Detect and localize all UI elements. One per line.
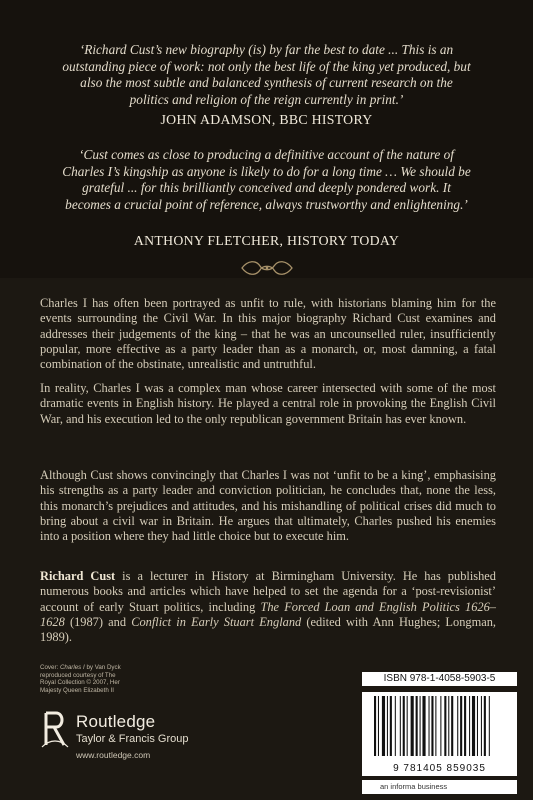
review-attribution-1: JOHN ADAMSON, BBC HISTORY bbox=[160, 112, 373, 127]
isbn-label: ISBN 978-1-4058-5903-5 bbox=[362, 672, 517, 686]
barcode-bar bbox=[429, 696, 430, 756]
barcode-bar bbox=[484, 696, 486, 756]
barcode-digits: 9 781405 859035 bbox=[393, 763, 486, 774]
description-paragraph-2: In reality, Charles I was a complex man whose career intersected with some of the most dramatic events in English history. He played a central role in provoking the English Civil War, and his execution led to the only republican government Britain has ever known. bbox=[40, 381, 496, 426]
barcode-bar bbox=[416, 696, 418, 756]
barcode-bar bbox=[440, 696, 441, 756]
barcode-bar bbox=[407, 696, 408, 756]
barcode-bar bbox=[382, 696, 385, 756]
barcode-bar bbox=[374, 696, 376, 756]
barcode-bar bbox=[431, 696, 433, 756]
author-name: Richard Cust bbox=[40, 569, 116, 583]
barcode-bar bbox=[435, 696, 436, 756]
routledge-logo-icon bbox=[40, 709, 70, 749]
barcode-bar bbox=[448, 696, 449, 756]
description-paragraph-1: Charles I has often been portrayed as unfit to rule, with historians blaming him for the events surrounding the Civil War. In this major biography Richard Cust examines and addresses their judgements of the king – that he was an uncounselled ruler, insufficiently popular, more effective as a party leader than as a monarch, or, most damning, a fatal combination of the obstinate, unrealistic and untruthful. bbox=[40, 296, 496, 372]
barcode-bar bbox=[489, 696, 490, 756]
book-title-1: The Forced Loan and English Politics 1626–1628 bbox=[40, 599, 496, 629]
publisher-url[interactable]: www.routledge.com bbox=[76, 750, 151, 760]
description-paragraph-3: Although Cust shows convincingly that Charles I was not ‘unfit to be a king’, emphasising his strengths as a party leader and conviction politician, he concludes that, none the less, this monarch’s prejudices and attitudes, and his mishandling of political crises did much to bring about a civil war in Britain. He argues that ultimately, Charles pushed his enemies into a position where they had little choice but to execute him. bbox=[40, 468, 496, 544]
cover-credit: Cover: Charles I by Van Dyck reproduced courtesy of The Royal Collection © 2007, Her Majesty Queen Elizabeth II bbox=[40, 664, 121, 694]
book-title-2: Conflict in Early Stuart England bbox=[131, 614, 302, 629]
publisher-name: Routledge bbox=[76, 712, 156, 731]
barcode-bar bbox=[457, 696, 458, 756]
barcode-bar bbox=[378, 696, 379, 756]
review-quote-2: ‘Cust comes as close to producing a definitive account of the nature of Charles I’s kingship as anyone is likely to do for a long time … We should be grateful ... for this brilliantly conceived and deeply pondered work. It becomes a crucial point of reference, always trustworthy and enlightening.’ bbox=[62, 147, 471, 212]
barcode-bar bbox=[422, 696, 425, 756]
review-attribution-2: ANTHONY FLETCHER, HISTORY TODAY bbox=[133, 233, 400, 248]
barcode-bar bbox=[460, 696, 462, 756]
barcode-bar bbox=[451, 696, 453, 756]
barcode-bar bbox=[469, 696, 470, 756]
barcode-bar bbox=[472, 696, 475, 756]
barcode-bar bbox=[390, 696, 392, 756]
review-quote-1: ‘Richard Cust’s new biography (is) by far the best to date ... This is an outstanding piece of work: not only the best life of the king yet produced, but also the most subtle and balanced synthesis of current research on the politics and religion of the reign currently in print.’ bbox=[62, 42, 471, 107]
barcode-bar bbox=[464, 696, 466, 756]
barcode-bar bbox=[387, 696, 388, 756]
publisher-block bbox=[40, 709, 240, 769]
barcode-bar bbox=[444, 696, 446, 756]
barcode-bar bbox=[395, 696, 396, 756]
barcode-bar bbox=[477, 696, 478, 756]
informa-tag: an informa business bbox=[362, 780, 517, 794]
barcode-bar bbox=[411, 696, 414, 756]
barcode-bar bbox=[403, 696, 405, 756]
barcode-bar bbox=[481, 696, 482, 756]
publisher-group: Taylor & Francis Group bbox=[76, 733, 189, 745]
barcode-bar bbox=[400, 696, 401, 756]
barcode-bar bbox=[420, 696, 421, 756]
barcode-bars-icon bbox=[372, 696, 507, 758]
barcode bbox=[362, 692, 517, 776]
isbn-block bbox=[362, 672, 517, 796]
flourish-ornament-icon bbox=[238, 258, 296, 278]
author-bio: Richard Cust is a lecturer in History at Birmingham University. He has published numerous books and articles which have helped to set the agenda for a ‘post-revisionist’ account of early Stuart politics, including The Forced Loan and English Politics 1626–1628 (1987) and Conflict in Early Stuart England (edited with Ann Hughes; Longman, 1989). bbox=[40, 569, 497, 645]
